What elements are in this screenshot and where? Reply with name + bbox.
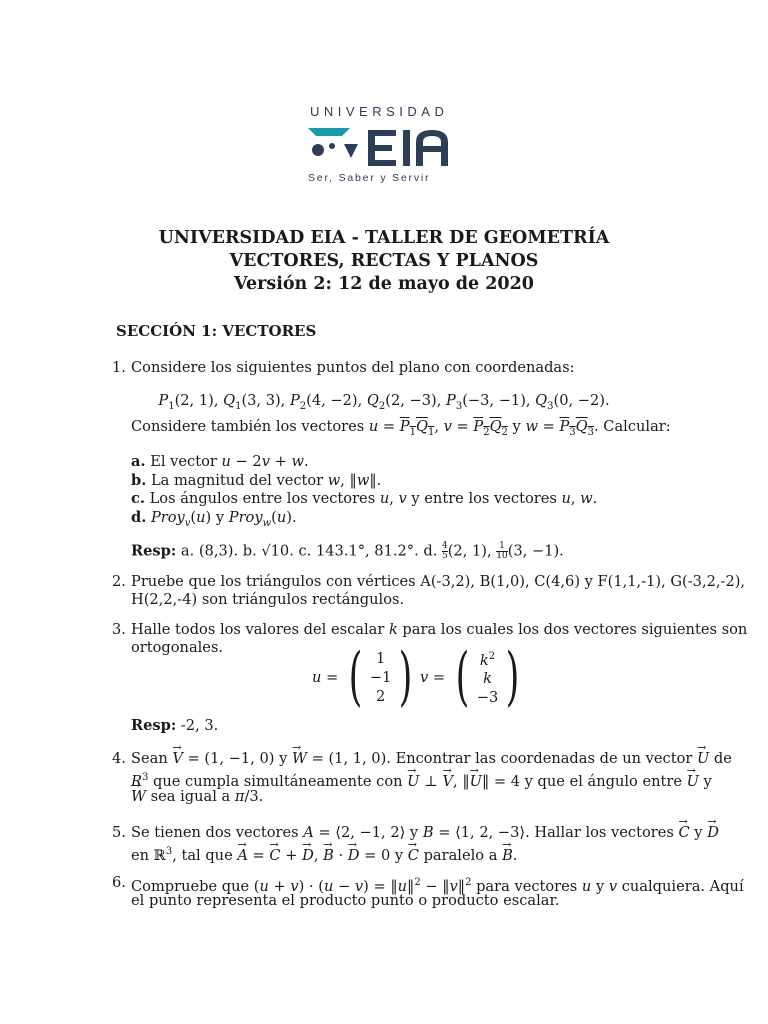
vectors-definition: Considere también los vectores $u = P_1Q_1$, $v = P_2Q_2$ y $w = P_3Q_3$. Calcular: bbox=[131, 418, 671, 438]
part-c: c. Los ángulos entre los vectores u, v y entre los vectores u, w. bbox=[131, 490, 598, 507]
vector-u-column: u = ( 1 −1 2 ) bbox=[312, 640, 413, 714]
answer-3: Resp: -2, 3. bbox=[131, 717, 219, 734]
answer-1: Resp: a. (8,3). b. √10. c. 143.1°, 81.2°. d. $\frac{4}{5}$ (2, 1), $\frac{1}{10}$ (3, −1). bbox=[131, 541, 564, 561]
vector-v-column: v = ( $k^2$ k −3 ) bbox=[420, 640, 520, 714]
logo-tagline: Ser, Saber y Servir bbox=[308, 172, 431, 184]
section-heading: SECCIÓN 1: VECTORES bbox=[116, 322, 317, 340]
title-line-3: Versión 2: 12 de mayo de 2020 bbox=[234, 274, 534, 294]
points-formula: $P_1(2$, 1), $Q_1(3$, 3), $P_2(4$, −2), $Q_2(2$, −3), $P_3(-3$, −1), $Q_3(0$, −2). bbox=[158, 392, 610, 412]
problem-text: Considere los siguientes puntos del plano con coordenadas: bbox=[131, 359, 575, 376]
part-b: b. La magnitud del vector w, ‖w‖. bbox=[131, 472, 382, 489]
university-logo bbox=[300, 104, 470, 186]
title-line-1: UNIVERSIDAD EIA - TALLER DE GEOMETRÍA bbox=[158, 228, 610, 248]
part-a: a. El vector u − 2v + w. bbox=[131, 453, 309, 470]
title-line-2: VECTORES, RECTAS Y PLANOS bbox=[229, 251, 539, 271]
logo-top-text: UNIVERSIDAD bbox=[310, 104, 449, 119]
logo-mark-icon bbox=[308, 124, 468, 170]
problem-number: 1. bbox=[112, 359, 126, 376]
part-d: d. Proy$_v$(u) y Proy$_w$(u). bbox=[131, 509, 297, 529]
